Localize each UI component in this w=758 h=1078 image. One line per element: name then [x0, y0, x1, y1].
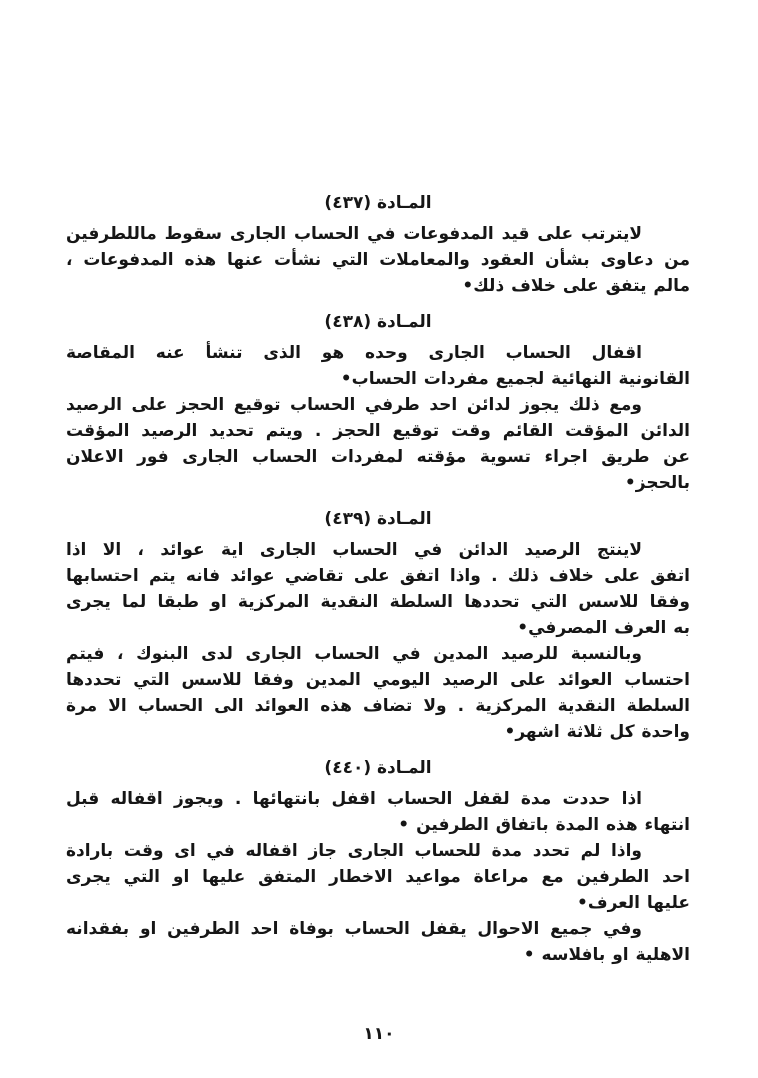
text-line: احد الطرفين مع مراعاة مواعيد الاخطار المتفق عليها او التي يجرى [66, 867, 690, 887]
text-line: وفقا للاسس التي تحددها السلطة النقدية المركزية او طبقا لما يجرى [66, 592, 690, 612]
article-438 [66, 309, 690, 496]
text-line: الاهلية او بافلاسه • [523, 945, 690, 965]
article-439 [66, 506, 690, 745]
text-line: وبالنسبة للرصيد المدين في الحساب الجارى لدى البنوك ، فيتم [66, 644, 642, 664]
article-439-title: المـادة (٤٣٩) [324, 509, 432, 529]
text-line: السلطة النقدية المركزية . ولا تضاف هذه العوائد الى الحساب الا مرة [66, 696, 690, 716]
text-line: اتفق على خلاف ذلك . واذا اتفق على تقاضي عوائد فانه يتم احتسابها [66, 566, 690, 586]
article-437 [66, 190, 690, 299]
text-line: لاينتج الرصيد الدائن في الحساب الجارى اية عوائد ، الا اذا [66, 540, 642, 560]
text-line: به العرف المصرفي• [517, 618, 690, 638]
text-line: لايترتب على قيد المدفوعات في الحساب الجارى سقوط ماللطرفين [66, 224, 642, 244]
article-438-title: المـادة (٤٣٨) [324, 312, 432, 332]
article-440-title: المـادة (٤٤٠) [324, 758, 432, 778]
text-line: واحدة كل ثلاثة اشهر• [504, 722, 690, 742]
text-line: عليها العرف• [576, 893, 690, 913]
text-line: اذا حددت مدة لقفل الحساب اقفل بانتهائها . ويجوز اقفاله قبل [66, 789, 642, 809]
text-line: القانونية النهائية لجميع مفردات الحساب• [340, 369, 690, 389]
text-line: ومع ذلك يجوز لدائن احد طرفي الحساب توقيع الحجز على الرصيد [66, 395, 642, 415]
text-line: احتساب العوائد على الرصيد اليومي المدين وفقا للاسس التي تحددها [66, 670, 690, 690]
article-440 [66, 755, 690, 968]
text-line: الدائن المؤقت القائم وقت توقيع الحجز . ويتم تحديد الرصيد المؤقت [66, 421, 690, 441]
text-line: اقفال الحساب الجارى وحده هو الذى تنشأ عنه المقاصة [66, 343, 642, 363]
text-line: انتهاء هذه المدة باتفاق الطرفين • [398, 815, 690, 835]
article-437-title: المـادة (٤٣٧) [324, 193, 432, 213]
text-line: عن طريق اجراء تسوية مؤقته لمفردات الحساب الجارى فور الاعلان [66, 447, 690, 467]
text-line: وفي جميع الاحوال يقفل الحساب بوفاة احد الطرفين او بفقدانه [66, 919, 642, 939]
page-number: ١١٠ [363, 1024, 395, 1044]
text-line: من دعاوى بشأن العقود والمعاملات التي نشأت عنها هذه المدفوعات ، [66, 250, 690, 270]
text-line: مالم يتفق على خلاف ذلك• [462, 276, 690, 296]
text-line: واذا لم تحدد مدة للحساب الجارى جاز اقفاله في اى وقت بارادة [66, 841, 642, 861]
text-line: بالحجز• [624, 473, 690, 493]
